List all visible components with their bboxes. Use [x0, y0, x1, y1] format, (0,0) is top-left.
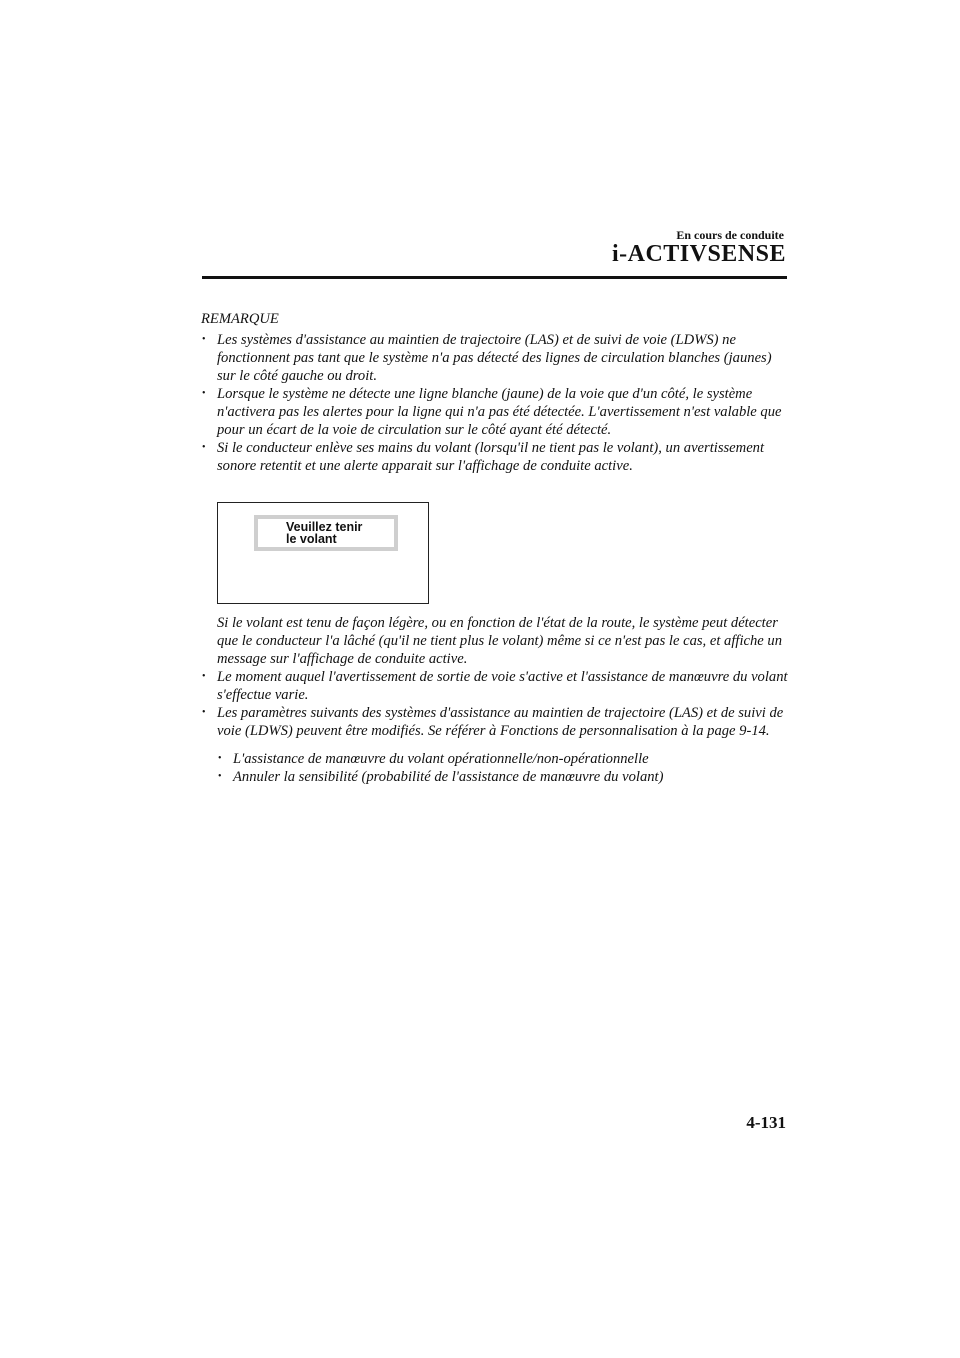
section-label: En cours de conduite [676, 228, 784, 242]
note-title: REMARQUE [201, 311, 279, 327]
note-bullet-list-continued [201, 668, 791, 740]
note-bullet-item: • Les paramètres suivants des systèmes d'assistance au maintien de trajectoire (LAS) et de suivi de voie (LDWS) peuvent être modifiés. Se référer à Fonctions de personnalisation à la page 9-14. [201, 704, 791, 740]
warning-message-box [254, 515, 398, 551]
settings-sub-list [201, 750, 791, 786]
display-illustration [217, 502, 429, 604]
note-section [201, 310, 791, 786]
warning-message-line: le volant [286, 532, 337, 546]
settings-sub-item: • L'assistance de manœuvre du volant opérationnelle/non-opérationnelle [217, 750, 791, 768]
figure-explanation: Si le volant est tenu de façon légère, ou en fonction de l'état de la route, le système peut détecter que le conducteur l'a lâché (qu'il ne tient plus le volant) même si ce n'est pas le cas, et affiche un message sur l'affichage de conduite active. [217, 615, 782, 667]
note-bullet-item: • Les systèmes d'assistance au maintien de trajectoire (LAS) et de suivi de voie (LDWS) ne fonctionnent pas tant que le système n'a pas détecté des lignes de circulation blanches (jaunes) sur le côté gauche ou droit. [201, 331, 791, 385]
settings-sub-item: • Annuler la sensibilité (probabilité de l'assistance de manœuvre du volant) [217, 768, 791, 786]
note-bullet-item: • Le moment auquel l'avertissement de sortie de voie s'active et l'assistance de manœuvre du volant s'effectue varie. [201, 668, 791, 704]
warning-message-line: Veuillez tenir [286, 520, 363, 534]
note-bullet-list [201, 331, 791, 475]
chapter-title: i-ACTIVSENSE [611, 241, 786, 267]
note-bullet-item: • Si le conducteur enlève ses mains du volant (lorsqu'il ne tient pas le volant), un avertissement sonore retentit et une alerte apparait sur l'affichage de conduite active. [201, 439, 791, 475]
header-divider [202, 276, 787, 279]
page-number: 4-131 [746, 1113, 786, 1132]
note-bullet-item: • Lorsque le système ne détecte une ligne blanche (jaune) de la voie que d'un côté, le système n'activera pas les alertes pour la ligne qui n'a pas été détectée. L'avertissement n'est valable que pour un écart de la voie de circulation sur le côté ayant été détecté. [201, 385, 791, 439]
